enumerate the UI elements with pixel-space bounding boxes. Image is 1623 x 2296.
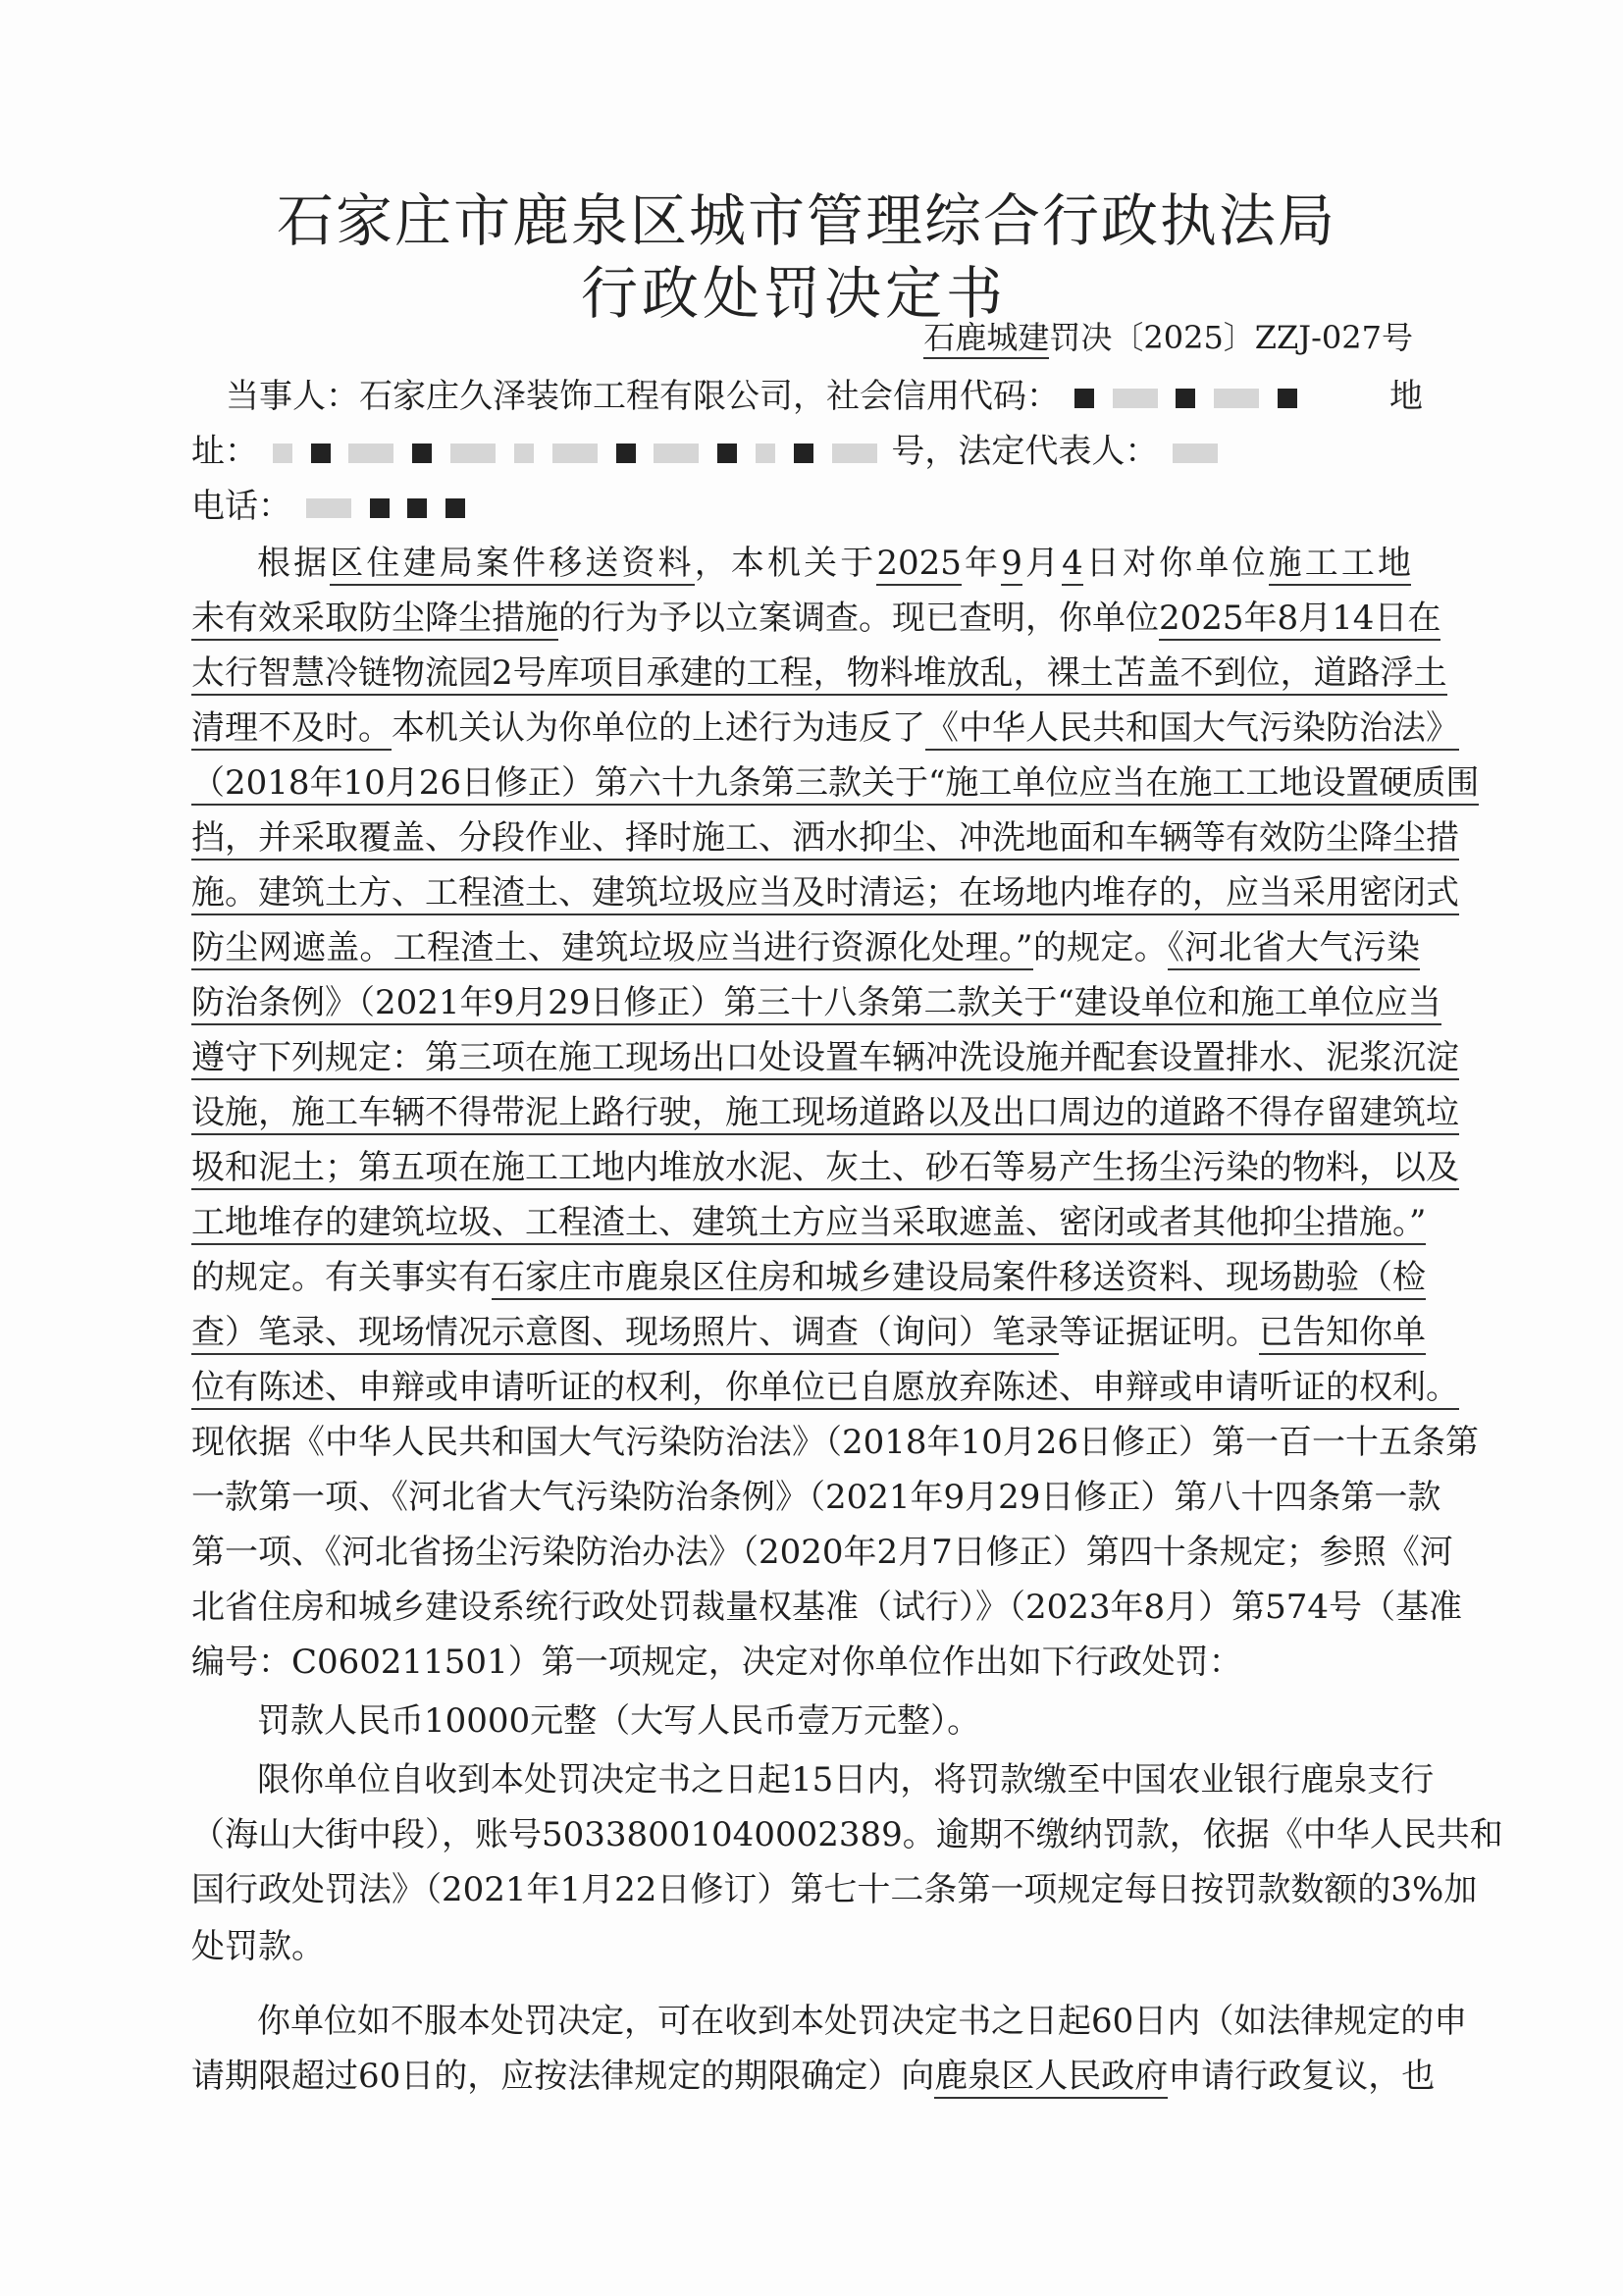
paragraph-line: 请期限超过60日的，应按法律规定的期限确定）向鹿泉区人民政府申请行政复议，也 [191,2055,1420,2098]
paragraph-line: 编号：C060211501）第一项规定，决定对你单位作出如下行政处罚： [191,1643,1242,1682]
party-line [226,375,1423,418]
redaction-block [1173,444,1218,463]
redaction-block [1074,389,1094,408]
redaction-block [1278,389,1297,408]
redaction-block [1113,389,1158,408]
redaction-block [412,444,432,463]
redaction-block [1176,389,1195,408]
redaction-block [348,444,393,463]
paragraph-line: 太行智慧冷链物流园2号库项目承建的工程，物料堆放乱，裸土苫盖不到位，道路浮土 [191,652,1420,695]
paragraph-line: 北省住房和城乡建设系统行政处罚裁量权基准（试行）》（2023年8月）第574号（基准 [191,1588,1463,1627]
address-label-end: 地 [1389,377,1423,416]
redaction-block [717,444,737,463]
paragraph-line: 你单位如不服本处罚决定，可在收到本处罚决定书之日起60日内（如法律规定的申 [257,2002,1468,2041]
penalty-amount: 罚款人民币10000元整（大写人民币壹万元整）。 [257,1701,981,1741]
redaction-block [832,444,877,463]
redaction-block [306,498,351,518]
redaction-block [552,444,598,463]
document-title: 行政处罚决定书 [580,260,1007,327]
paragraph-line: 第一项、《河北省扬尘污染防治办法》（2020年2月7日修正）第四十条规定；参照《河 [191,1533,1453,1572]
address-label-start: 址： [191,432,258,471]
paragraph-line: 根据区住建局案件移送资料，本机关于2025年9月4日对你单位施工工地 [257,542,1411,585]
address-line [191,430,1420,473]
paragraph-line: 遵守下列规定：第三项在施工现场出口处设置车辆冲洗设施并配套设置排水、泥浆沉淀 [191,1036,1420,1079]
case-source: 区住建局案件移送资料 [330,544,694,586]
document-number [923,316,1413,359]
paragraph-line: 国行政处罚法》（2021年1月22日修订）第七十二条第一项规定每日按罚款数额的3%加 [191,1870,1478,1909]
redaction-block [273,444,292,463]
document-number-prefix: 石鹿城建 [923,319,1049,359]
paragraph-line: 防治条例》（2021年9月29日修正）第三十八条第二款关于“建设单位和施工单位应当 [191,981,1420,1024]
paragraph-line: 现依据《中华人民共和国大气污染防治法》（2018年10月26日修正）第一百一十五条第 [191,1423,1480,1462]
review-authority: 鹿泉区人民政府 [934,2057,1168,2099]
paragraph-line: 防尘网遮盖。工程渣土、建筑垃圾应当进行资源化处理。”的规定。《河北省大气污染 [191,926,1420,969]
redaction-block [450,444,496,463]
redaction-block [370,498,390,518]
paragraph-line: 挡，并采取覆盖、分段作业、择时施工、洒水抑尘、冲洗地面和车辆等有效防尘降尘措 [191,816,1420,860]
redaction-block [311,444,331,463]
paragraph-line: 处罚款。 [191,1927,325,1966]
phone-label: 电话： [191,487,291,526]
redaction-block [407,498,427,518]
redaction-block [616,444,636,463]
evidence-list: 石家庄市鹿泉区住房和城乡建设局案件移送资料、现场勘验（检 [492,1258,1426,1300]
redaction-block [1214,389,1259,408]
legal-rep-label: 号，法定代表人： [891,432,1159,471]
paragraph-line: 圾和泥土；第五项在施工工地内堆放水泥、灰土、砂石等易产生扬尘污染的物料，以及 [191,1146,1420,1189]
paragraph-line: 工地堆存的建筑垃圾、工程渣土、建筑土方应当采取遮盖、密闭或者其他抑尘措施。” [191,1201,1420,1244]
paragraph-line: 限你单位自收到本处罚决定书之日起15日内，将罚款缴至中国农业银行鹿泉支行 [257,1760,1435,1800]
paragraph-line: 设施，施工车辆不得带泥上路行驶，施工现场道路以及出口周边的道路不得存留建筑垃 [191,1091,1420,1134]
issuer-title: 石家庄市鹿泉区城市管理综合行政执法局 [276,187,1336,254]
paragraph-line: （2018年10月26日修正）第六十九条第三款关于“施工单位应当在施工工地设置硬质围 [191,761,1420,805]
party-label: 当事人：石家庄久泽装饰工程有限公司，社会信用代码： [226,377,1060,416]
redaction-block [445,498,465,518]
paragraph-line: （海山大街中段），账号50338001040002389。逾期不缴纳罚款，依据《中华人民共和 [191,1815,1503,1854]
paragraph-line: 未有效采取防尘降尘措施的行为予以立案调查。现已查明，你单位2025年8月14日在 [191,597,1420,640]
paragraph-line: 清理不及时。本机关认为你单位的上述行为违反了《中华人民共和国大气污染防治法》 [191,706,1420,750]
redaction-block [654,444,699,463]
paragraph-line: 查）笔录、现场情况示意图、现场照片、调查（询问）笔录等证据证明。已告知你单 [191,1311,1420,1354]
paragraph-line: 施。建筑土方、工程渣土、建筑垃圾应当及时清运；在场地内堆存的，应当采用密闭式 [191,871,1420,914]
paragraph-line: 位有陈述、申辩或申请听证的权利，你单位已自愿放弃陈述、申辩或申请听证的权利。 [191,1366,1420,1409]
document-number-suffix: 罚决〔2025〕ZZJ-027号 [1049,319,1413,356]
paragraph-line: 的规定。有关事实有石家庄市鹿泉区住房和城乡建设局案件移送资料、现场勘验（检 [191,1256,1420,1299]
redaction-block [514,444,534,463]
phone-line [191,485,1420,528]
redaction-block [756,444,775,463]
redaction-block [794,444,813,463]
paragraph-line: 一款第一项、《河北省大气污染防治条例》（2021年9月29日修正）第八十四条第一款 [191,1478,1441,1517]
